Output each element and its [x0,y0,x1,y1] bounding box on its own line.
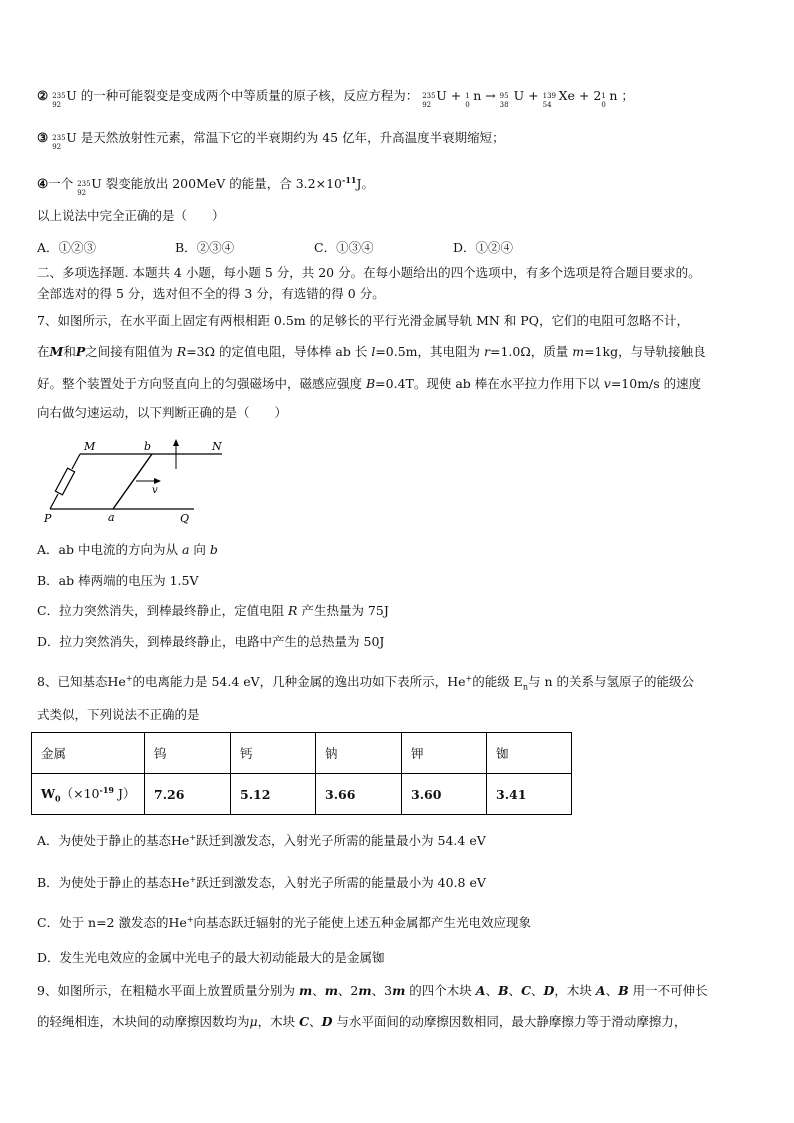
q8-option-a: A．为使处于静止的基态He+跃迁到激发态，入射光子所需的能量最小为 54.4 eV [37,833,486,849]
rail-circuit-diagram [40,437,240,527]
section2-heading-line1: 二、多项选择题. 本题共 4 小题，每小题 5 分，共 20 分。在每小题给出的四个选项中，有多个选项是符合题目要求的。 [37,265,701,280]
svg-text:v: v [152,485,158,496]
q9-line2: 的轻绳相连，木块间的动摩擦因数均为μ，木块 C、D 与水平面间的动摩擦因数相同，最大静摩擦力等于滑动摩擦力， [37,1014,687,1029]
table-cell: 钨 [145,733,231,774]
svg-text:b: b [144,440,152,453]
isotope-u235: 235 92 [52,91,66,109]
q7-line2: 在M和P之间接有阻值为 R=3Ω 的定值电阻，导体棒 ab 长 l=0.5m，其电阻为 r=1.0Ω，质量 m=1kg，与导轨接触良 [37,344,706,359]
q6-option-d: D．①②④ [453,240,514,255]
svg-text:Q: Q [180,512,190,525]
q6-option-a: A．①②③ [37,240,97,255]
q8-option-c: C．处于 n=2 激发态的He+向基态跃迁辐射的光子能使上述五种金属都产生光电效应现象 [37,915,532,931]
q7-option-a: A．ab 中电流的方向为从 a 向 b [37,542,218,557]
q6-option-b: B．②③④ [175,240,235,255]
q9-line1: 9、如图所示，在粗糙水平面上放置质量分别为 m、m、2m、3m 的四个木块 A、B、C、D，木块 A、B 用一不可伸长 [37,983,708,998]
q6-item3-text: 是天然放射性元素，常温下它的半衰期约为 45 亿年，升高温度半衰期缩短； [76,130,505,145]
resistor-icon [55,468,74,495]
q6-prompt: 以上说法中完全正确的是（ ） [37,208,225,223]
q8-line2: 式类似，下列说法不正确的是 [37,707,200,722]
q7-option-d: D．拉力突然消失，到棒最终静止，电路中产生的总热量为 50J [37,634,385,649]
table-cell: 铷 [487,733,572,774]
table-cell: 5.12 [231,774,316,815]
svg-text:P: P [44,512,52,525]
q8-line1: 8、已知基态He+的电离能力是 54.4 eV，几种金属的逸出功如下表所示，He+的能级 $E_n$与 n 的关系与氢原子的能级公 [37,674,694,692]
item-number: ③ [37,130,49,145]
item-number: ② [37,88,49,103]
table-cell: 3.60 [402,774,487,815]
table-cell: 7.26 [145,774,231,815]
q6-item2-text: 的一种可能裂变是变成两个中等质量的原子核，反应方程为： [76,88,419,103]
q7-line3: 好。整个装置处于方向竖直向上的匀强磁场中，磁感应强度 B=0.4T。现使 ab 棒在水平拉力作用下以 v=10m/s 的速度 [37,376,702,391]
item-number: ④ [37,176,49,192]
q6-item-4: ④一个 235 92 U 裂变能放出 200MeV 的能量，合 $3.2\times 10^{-11}J$。 [37,175,374,197]
q8-option-b: B．为使处于静止的基态He+跃迁到激发态，入射光子所需的能量最小为 40.8 eV [37,875,486,891]
svg-text:N: N [212,440,222,453]
q7-option-c: C．拉力突然消失，到棒最终静止，定值电阻 R 产生热量为 75J [37,603,389,618]
table-row [32,774,572,815]
work-function-table [31,732,572,815]
table-cell: 钠 [316,733,402,774]
section2-heading-line2: 全部选对的得 5 分，选对但不全的得 3 分，有选错的得 0 分。 [37,286,385,301]
table-header-row [32,733,572,774]
table-row-label: $W_0(\times 10^{-19}$ J） [32,774,145,815]
table-cell: 3.41 [487,774,572,815]
table-cell: 3.66 [316,774,402,815]
table-cell: 钾 [402,733,487,774]
q7-line1: 7、如图所示，在水平面上固定有两根相距 0.5m 的足够长的平行光滑金属导轨 MN 和 PQ，它们的电阻可忽略不计， [37,313,689,328]
q6-item-2: ② 235 92 U 的一种可能裂变是变成两个中等质量的原子核，反应方程为： 235 92 U + 1 0 n → 95 38 U + 139 54 Xe + 2 1 0 n ； [37,88,634,109]
q8-option-d: D．发生光电效应的金属中光电子的最大初动能最大的是金属铷 [37,950,385,965]
table-cell: 金属 [32,733,145,774]
q7-line4: 向右做匀速运动，以下判断正确的是（ ） [37,405,288,420]
svg-text:M: M [84,440,96,453]
table-cell: 钙 [231,733,316,774]
q6-item-3: ③ 235 92 U 是天然放射性元素，常温下它的半衰期约为 45 亿年，升高温度半衰期缩短； [37,130,505,151]
svg-text:a: a [108,511,115,524]
q6-option-c: C．①③④ [314,240,374,255]
velocity-arrow-icon [154,478,161,484]
q7-option-b: B．ab 棒两端的电压为 1.5V [37,573,199,588]
field-arrow-icon [173,439,179,446]
